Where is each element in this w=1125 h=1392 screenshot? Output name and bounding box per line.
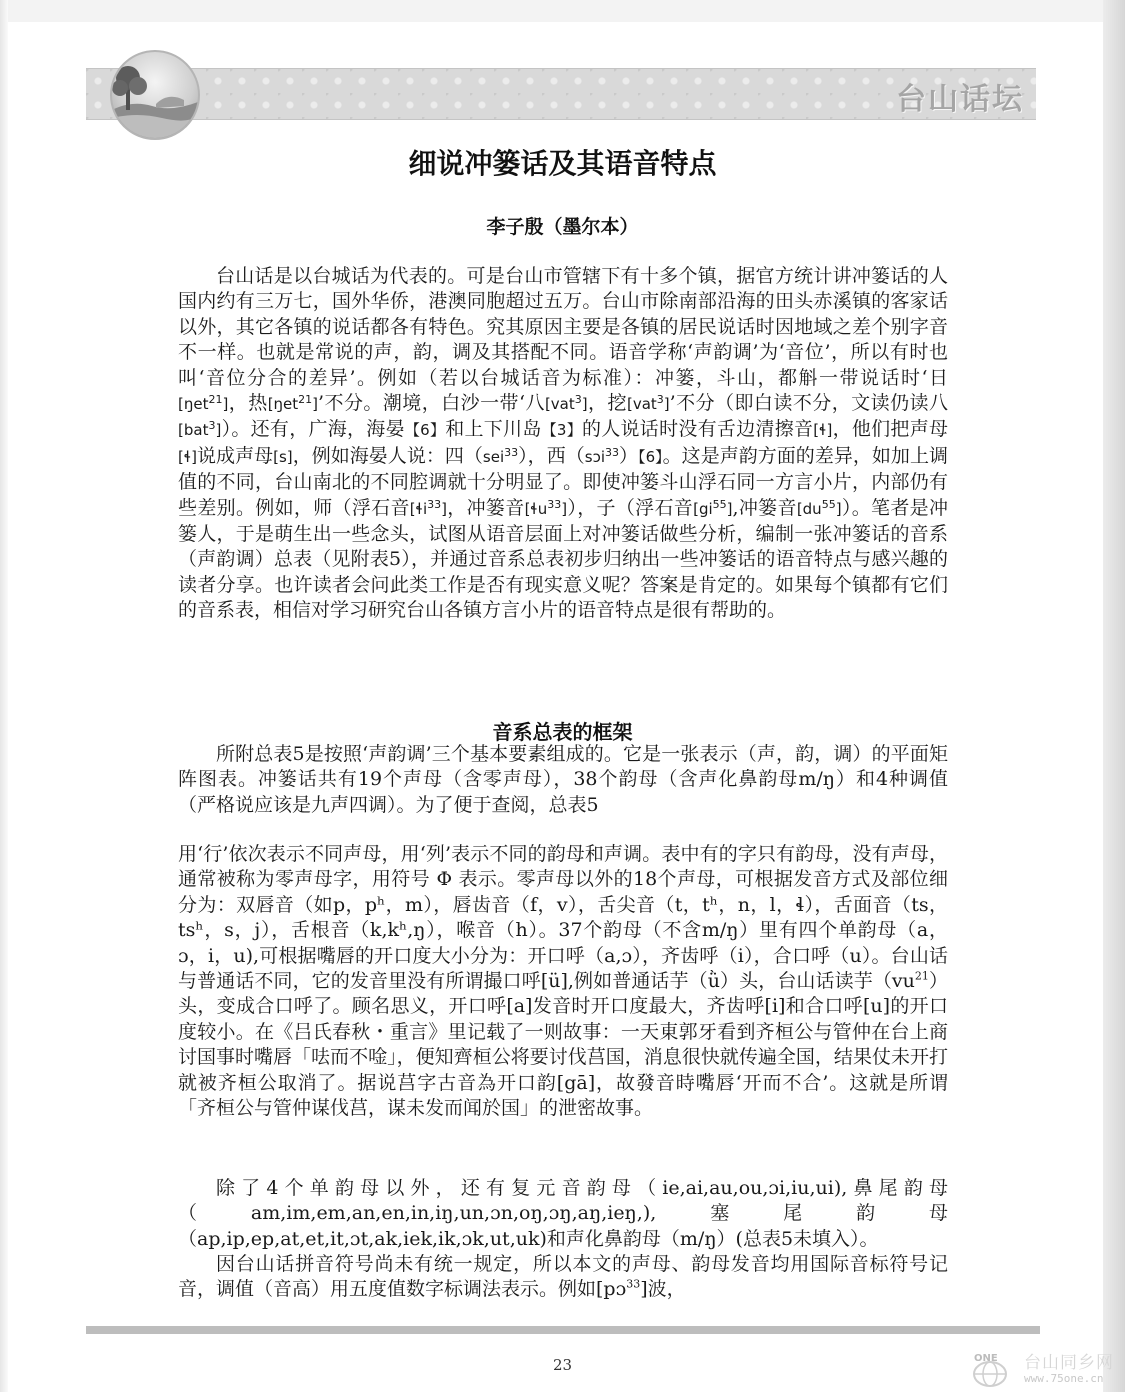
text-run: ’不分。潮境，白沙一带‘八	[318, 392, 545, 415]
text-run: ，冲篓音	[446, 496, 525, 519]
paragraph-2	[178, 742, 948, 818]
reference-mark: 【6】	[404, 421, 446, 440]
column-title: 台山话坛	[896, 82, 1024, 117]
page-number: 23	[552, 1356, 573, 1374]
footer-rule	[86, 1326, 1040, 1334]
text-run: 用‘行’依次表示不同声母，用‘列’表示不同的韵母和声调。表中有的字只有韵母，没有声母，通常被称为零声母字，用符号 Φ 表示。零声母以外的18个声母，可根据发音方式及部位细分为：双唇音（如p，pʰ，m），唇齿音（f，v），舌尖音（t，tʰ，n，l，ɬ），舌面音（ts，tsʰ，s，j），舌根音（k,kʰ,ŋ），喉音（h）。37个韵母（不含m/ŋ）里有四个单韵母（a，ɔ，i，u),可根据嘴唇的开口度大小分为：开口呼（a,ɔ），齐齿呼（i），合口呼（u）。台山话与普通话不同，它的发音里没有所谓撮口呼[ü],例如普通话芋（ǜ）头，台山话读芋（vu	[178, 843, 948, 993]
text-run: ,冲篓音	[732, 496, 797, 519]
ipa-run: sɔi$^{33}$	[584, 445, 619, 466]
ipa-run: [vat$^3$]	[626, 393, 670, 414]
ipa-run: [bat$^3$]	[178, 419, 222, 440]
section-heading: 音系总表的框架	[492, 720, 633, 744]
text-run: ）头，变成合口呼了。顾名思义，开口呼[a]发音时开口度最大，齐齿呼[i]和合口呼[u]的开口度较小。在《吕氏春秋・重言》里记载了一则故事：一天東郭牙看到齐桓公与管仲在台上商讨国事时嘴唇「呿而不唫」，便知齊桓公将要讨伐莒国，消息很快就传遍全国，结果仗未开打就被齐桓公取消了。据说莒字古音為开口韵[gā]，故發音時嘴唇‘开而不合’。这就是所谓「齐桓公与管仲谋伐莒，谋未发而闻於国」的泄密故事。	[178, 970, 948, 1120]
paragraph-3	[178, 842, 948, 1121]
text-run: ]波，	[640, 1278, 686, 1301]
site-watermark	[960, 1346, 1125, 1392]
ipa-run: [ɬ]	[813, 421, 833, 440]
text-run: ’不分（即白读不分，文读仍读八	[669, 392, 948, 415]
paragraph-4-text: 除了4个单韵母以外，还有复元音韵母（ie,ai,au,ou,ɔi,iu,ui),鼻尾韵母（am,im,em,an,en,in,iŋ,un,ɔn,oŋ,ɔŋ,aŋ,ieŋ,),塞尾韵母（ap,ip,ep,at,et,it,ɔt,ak,iek,ik,ɔk,ut,uk)和声化鼻韵母（m/ŋ）(总表5未填入）。	[178, 1177, 948, 1250]
ipa-run: [ɬ]	[178, 447, 198, 466]
ipa-run: [ɬu$^{33}$]	[524, 497, 568, 518]
reference-mark: 【6】	[638, 447, 663, 466]
watermark-site-name: 台山同乡网	[1024, 1353, 1114, 1373]
text-run: ，挖	[587, 392, 627, 415]
paragraph-5	[178, 1252, 948, 1303]
ipa-run: [ɬi$^{33}$]	[409, 497, 447, 518]
viewer-right-edge	[1103, 0, 1125, 1392]
text-run: ）。笔者是冲篓人，于是萌生出一些念头，试图从语音层面上对冲篓话做些分析，编制一张冲篓话的音系（声韵调）总表（见附表5），并通过音系总表初步归纳出一些冲篓话的语音特点与感兴趣的读者分享。也许读者会问此类工作是否有现实意义呢？答案是肯定的。如果每个镇都有它们的音系表，相信对学习研究台山各镇方言小片的语音特点是很有帮助的。	[178, 496, 948, 622]
text-run: ，他们把声母	[832, 418, 948, 441]
text-run: ，例如海晏人说：四（	[292, 444, 483, 467]
reference-mark: 【3】	[541, 421, 582, 440]
text-run: 因台山话拼音符号尚未有统一规定，所以本文的声母、韵母发音均用国际音标符号记音，调值（音高）用五度值数字标调法表示。例如[pɔ	[178, 1253, 948, 1301]
paragraph-4	[178, 1176, 948, 1252]
globe-logo-icon	[960, 1352, 1018, 1388]
text-run: ），子（浮石音	[567, 496, 694, 519]
text-run: 台山话是以台城话为代表的。可是台山市管辖下有十多个镇，据官方统计讲冲篓话的人国内约有三万七，国外华侨，港澳同胞超过五万。台山市除南部沿海的田头赤溪镇的客家话以外，其它各镇的说话都各有特色。究其原因主要是各镇的居民说话时因地域之差个别字音不一样。也就是常说的声，韵，调及其搭配不同。语音学称‘声韵调’为‘音位’，所以有时也叫‘音位分合的差异’。例如（若以台城话音为标准）：冲篓，斗山，都斛一带说话时‘日	[178, 265, 948, 389]
text-run: 。这是声韵方面的差异，如加上调值的不同，台山南北的不同腔调就十分明显了。即使冲篓斗山浮石同一方言小片，内部仍有些差别。例如，师（浮石音	[178, 444, 948, 519]
ipa-run: [ŋet$^{21}$]	[178, 393, 229, 414]
ipa-run: [vat$^3$]	[544, 393, 588, 414]
article-title: 细说冲篓话及其语音特点	[408, 147, 717, 180]
watermark-logo-text: ONE	[974, 1353, 998, 1364]
text-run: ，热	[228, 392, 268, 415]
paragraph-3-text	[178, 842, 948, 1121]
article-author: 李子殷（墨尔本）	[486, 216, 639, 238]
paragraph-1-text	[178, 264, 948, 624]
header-landscape-logo	[110, 50, 200, 140]
viewer-top-bar	[0, 0, 1125, 22]
text-run: 和上下川岛	[445, 418, 542, 441]
viewer-left-edge	[0, 0, 8, 1392]
paragraph-1	[178, 264, 948, 624]
tone-superscript: 33	[626, 1278, 641, 1292]
ipa-run: $[gi^{55}]$	[693, 497, 733, 518]
ipa-run: [ŋet$^{21}$]	[267, 393, 319, 414]
paragraph-5-text	[178, 1252, 948, 1303]
header-banner	[86, 68, 1036, 120]
paragraph-2-text: 所附总表5是按照‘声韵调’三个基本要素组成的。它是一张表示（声，韵，调）的平面矩阵图表。冲篓话共有19个声母（含零声母），38个韵母（含声化鼻韵母m/ŋ）和4种调值（严格说应该是九声四调）。为了便于查阅，总表5	[178, 743, 948, 816]
tone-superscript: 21	[914, 969, 929, 983]
ipa-run: $[du^{55}]$	[796, 497, 842, 518]
landscape-emblem-icon	[112, 52, 198, 138]
text-run: ）	[619, 444, 639, 467]
text-run: 的人说话时没有舌边清擦音	[581, 418, 814, 441]
ipa-run: sei$^{33}$	[482, 445, 519, 466]
text-run: ）。还有，广海，海晏	[221, 418, 405, 441]
ipa-run: [s]	[273, 447, 293, 466]
text-run: 说成声母	[197, 444, 274, 467]
text-run: ），西（	[518, 444, 585, 467]
watermark-url: www.75one.cn	[1024, 1372, 1104, 1385]
